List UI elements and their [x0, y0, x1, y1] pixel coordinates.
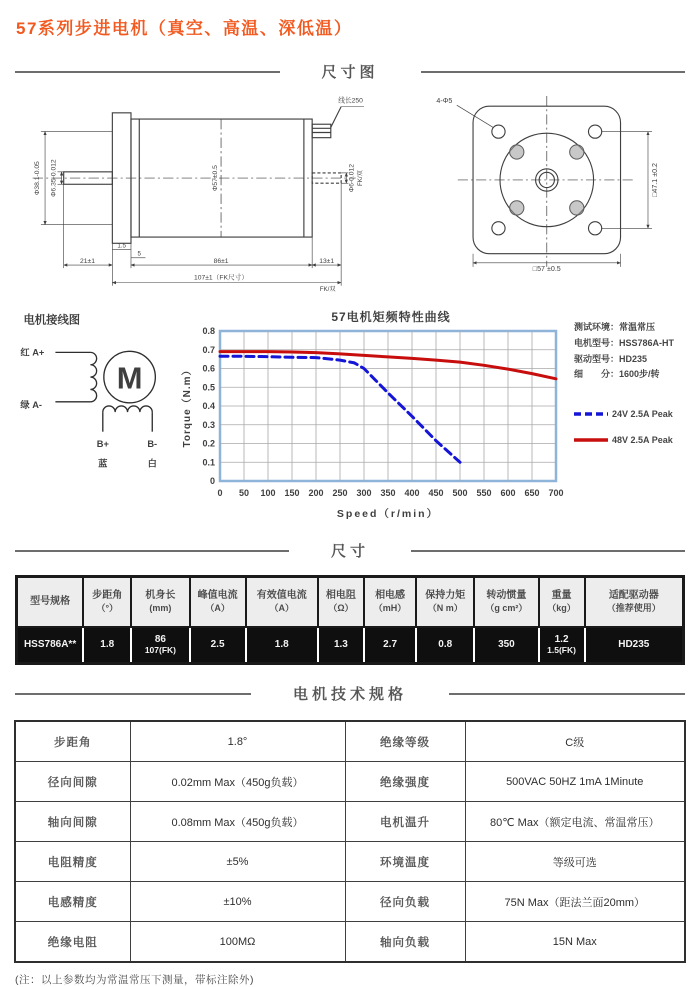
legend-label-24v: 24V 2.5A Peak [612, 409, 673, 419]
page-title: 57系列步进电机（真空、高温、深低温） [16, 19, 353, 38]
dim-table-column-header: 有效值电流 （A） [247, 578, 319, 628]
dim-table-column-header: 步距角 （°） [84, 578, 132, 628]
legend-line-solid [574, 436, 608, 444]
torque-chart [178, 306, 574, 530]
svg-text:400: 400 [404, 488, 420, 498]
spec-label-cell: 电阻精度 [15, 842, 130, 882]
divider-line [411, 550, 685, 552]
dim-table-column-header: 适配驱动器 （推荐使用） [586, 578, 682, 628]
spec-table-row [15, 842, 685, 882]
dim-table-cell: 350 [475, 628, 539, 662]
dim-corner-holes: 4-Φ5 [436, 97, 453, 106]
dim-5: 5 [137, 250, 141, 258]
dim-body-size: Φ57±0.5 [211, 165, 219, 191]
wiring-diagram-svg [10, 306, 175, 476]
dim-table-cell: 1.2 1.5(FK) [540, 628, 586, 662]
divider-line [449, 693, 685, 695]
svg-text:0.8: 0.8 [202, 326, 215, 336]
wiring-motor-symbol: M [116, 360, 143, 396]
wiring-b-plus-color: 蓝 [98, 458, 108, 469]
spec-value-cell: 15N Max [465, 922, 685, 963]
divider-line [15, 71, 280, 73]
motor-side-view-drawing [14, 90, 366, 292]
spec-label-cell: 电感精度 [15, 882, 130, 922]
spec-table-row [15, 721, 685, 762]
chart-test-conditions [574, 320, 696, 383]
chart-x-tick-labels [217, 488, 563, 498]
wiring-b-minus-label: B- [147, 439, 158, 450]
svg-text:0.1: 0.1 [202, 457, 215, 468]
spec-value-cell: 1.8° [130, 721, 345, 762]
svg-text:150: 150 [284, 488, 300, 498]
dim-wire-length: 线长250 [338, 97, 363, 105]
footer-note: (注：以上参数均为常温常压下测量，带标注除外) [15, 974, 254, 986]
torque-chart-svg [178, 325, 574, 525]
section-divider-dimensions [15, 540, 685, 561]
legend-label-48v: 48V 2.5A Peak [612, 435, 673, 445]
dim-table-cell: 86 107(FK) [132, 628, 190, 662]
divider-line [421, 71, 686, 73]
svg-text:300: 300 [356, 488, 372, 498]
svg-text:50: 50 [238, 488, 250, 498]
dim-13: 13±1 [319, 257, 335, 265]
spec-table-row [15, 922, 685, 963]
spec-value-cell: 0.02mm Max（450g负载） [130, 762, 345, 802]
section-divider-specs [15, 683, 685, 704]
wiring-b-minus-color: 白 [147, 458, 157, 469]
dim-21: 21±1 [80, 257, 95, 265]
chart-legend [574, 409, 696, 445]
dim-table-column-header: 转动惯量 （g cm²） [475, 578, 539, 628]
dim-hole-pitch: □47.1 ±0.2 [651, 162, 660, 197]
wiring-diagram [10, 306, 178, 530]
spec-label-cell: 绝缘电阻 [15, 922, 130, 963]
section-title-specs: 电机技术规格 [293, 686, 408, 703]
spec-value-cell: 0.08mm Max（450g负载） [130, 802, 345, 842]
dim-table-column-header: 相电感 （mH） [365, 578, 417, 628]
motor-front-view-drawing [432, 94, 687, 272]
spec-value-cell: C级 [465, 721, 685, 762]
spec-value-cell: ±5% [130, 842, 345, 882]
spec-label-cell: 轴向间隙 [15, 802, 130, 842]
dim-table-column-header: 机身长 (mm) [132, 578, 190, 628]
dim-pilot-dia: Φ38.1-0.05 [33, 161, 41, 195]
dim-table-cell: HSS786A** [18, 628, 84, 662]
svg-text:0.5: 0.5 [202, 382, 215, 393]
spec-label-cell: 环境温度 [345, 842, 465, 882]
svg-text:450: 450 [428, 488, 444, 498]
legend-item-24v [574, 409, 696, 419]
dim-rear-shaft-dia: Φ6-0.012 [348, 163, 356, 193]
legend-item-48v [574, 435, 696, 445]
wiring-title: 电机接线图 [23, 314, 81, 327]
svg-text:0: 0 [217, 488, 223, 498]
svg-text:100: 100 [260, 488, 276, 498]
dim-table-column-header: 型号规格 [18, 578, 84, 628]
svg-text:600: 600 [500, 488, 516, 498]
spec-label-cell: 径向负载 [345, 882, 465, 922]
spec-label-cell: 绝缘等级 [345, 721, 465, 762]
dim-table-cell: 2.5 [191, 628, 247, 662]
chart-info-panel [574, 306, 696, 530]
svg-text:550: 550 [476, 488, 492, 498]
dimension-drawings [0, 86, 700, 298]
spec-label-cell: 径向间隙 [15, 762, 130, 802]
dim-107: 107±1（FK尺寸） [194, 274, 249, 282]
dim-shaft-dia: Φ6.35-0.012 [50, 159, 58, 197]
chart-info-line: 电机型号：HSS786A-HT [574, 337, 675, 348]
dim-86: 86±1 [213, 257, 229, 265]
dim-table-header-row [18, 578, 682, 628]
svg-text:0: 0 [209, 476, 215, 486]
dim-table-column-header: 重量 （kg） [540, 578, 586, 628]
svg-text:500: 500 [452, 488, 468, 498]
spec-value-cell: 75N Max（距法兰面20mm） [465, 882, 685, 922]
spec-label-cell: 绝缘强度 [345, 762, 465, 802]
spec-value-cell: 80℃ Max（额定电流、常温常压） [465, 802, 685, 842]
section-title-dimension-diagram: 尺寸图 [321, 64, 379, 81]
svg-text:700: 700 [548, 488, 564, 498]
svg-text:0.4: 0.4 [202, 401, 215, 411]
chart-info-line: 驱动型号：HD235 [574, 353, 648, 364]
dim-table-cell: 1.8 [84, 628, 132, 662]
dim-table-column-header: 保持力矩 （N m） [417, 578, 475, 628]
dim-1-5: 1.5 [117, 242, 126, 250]
spec-table-row [15, 882, 685, 922]
legend-line-dashed [574, 410, 608, 418]
spec-value-cell: 500VAC 50HZ 1mA 1Minute [465, 762, 685, 802]
wiring-a-plus-label: 红 A+ [20, 347, 45, 358]
dim-table-data-row [18, 628, 682, 662]
chart-info-line: 测试环境：常温常压 [574, 322, 656, 332]
svg-text:0.2: 0.2 [202, 438, 215, 449]
spec-value-cell: 等级可选 [465, 842, 685, 882]
svg-text:350: 350 [380, 488, 396, 498]
dim-table-cell: 0.8 [417, 628, 475, 662]
dim-table-column-header: 峰值电流 （A） [191, 578, 247, 628]
dim-table-cell: HD235 [586, 628, 682, 662]
dim-table-cell: 1.8 [247, 628, 319, 662]
svg-text:0.6: 0.6 [202, 363, 215, 374]
chart-y-tick-labels [202, 326, 215, 486]
dim-outline: □57 ±0.5 [532, 264, 561, 272]
dimension-spec-table [15, 575, 685, 665]
dim-rear-shaft-note: FK/双 [356, 170, 364, 186]
svg-text:0.7: 0.7 [202, 344, 215, 355]
chart-title: 57电机矩频特性曲线 [331, 310, 451, 324]
dim-table-cell: 2.7 [365, 628, 417, 662]
divider-line [15, 550, 289, 552]
technical-spec-table [14, 720, 686, 963]
chart-info-line: 细 分：1600步/转 [574, 369, 660, 380]
dim-table-cell: 1.3 [319, 628, 365, 662]
spec-table-row [15, 802, 685, 842]
svg-text:650: 650 [524, 488, 540, 498]
spec-table-row [15, 762, 685, 802]
divider-line [15, 693, 251, 695]
svg-text:250: 250 [332, 488, 348, 498]
svg-text:0.3: 0.3 [202, 419, 215, 430]
wiring-b-plus-label: B+ [96, 439, 109, 450]
chart-x-axis-label: Speed（r/min） [336, 508, 440, 520]
spec-value-cell: 100MΩ [130, 922, 345, 963]
spec-value-cell: ±10% [130, 882, 345, 922]
chart-y-axis-label: Torque（N.m） [182, 364, 193, 448]
section-divider-dimension-diagram [15, 61, 685, 82]
spec-label-cell: 电机温升 [345, 802, 465, 842]
spec-label-cell: 轴向负载 [345, 922, 465, 963]
spec-label-cell: 步距角 [15, 721, 130, 762]
svg-text:200: 200 [308, 488, 324, 498]
dim-13-note: FK/双 [319, 285, 336, 292]
dim-table-column-header: 相电阻 （Ω） [319, 578, 365, 628]
wiring-a-minus-label: 绿 A- [20, 400, 43, 410]
section-title-dimensions: 尺寸 [331, 543, 370, 560]
chart-section [0, 306, 700, 530]
